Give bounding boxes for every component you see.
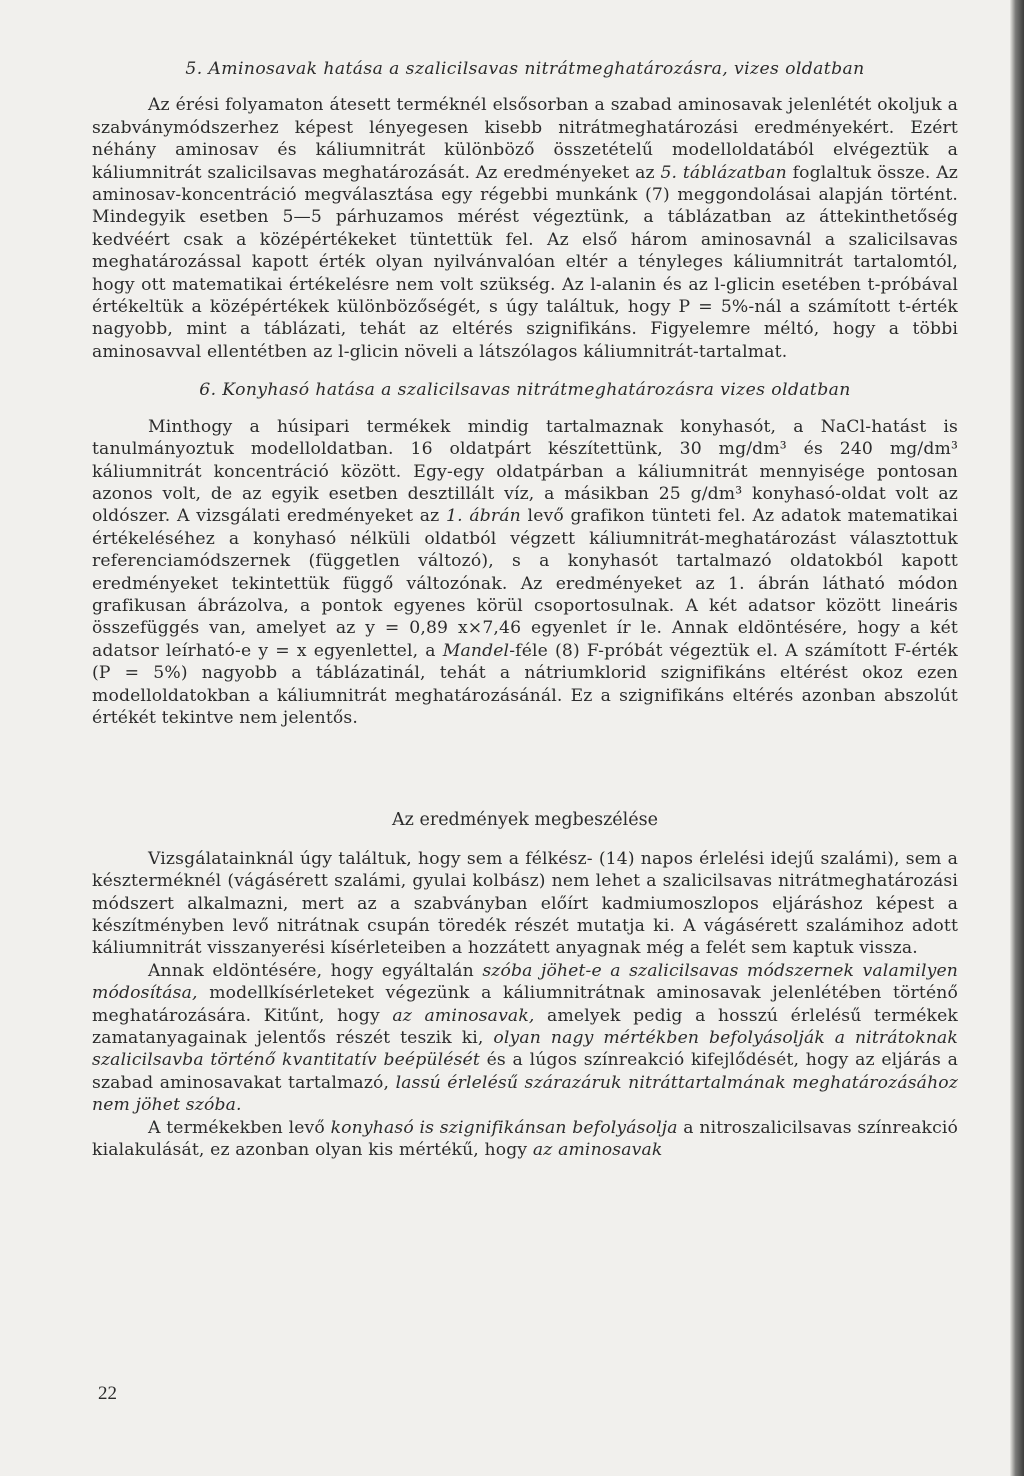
italic-text-run: az aminosavak, (392, 1005, 535, 1026)
text-run: a nitroszalicilsavas színreakció kialakulását, ez azonban olyan kis mértékű, hogy (92, 1117, 958, 1161)
document-page (92, 58, 958, 1161)
italic-text-run: lassú érlelésű szárazáruk nitráttartalmának meghatározásához nem jöhet szóba. (92, 1072, 959, 1116)
text-run: -féle (8) F-próbát végeztük el. A számított F-érték (P = 5%) nagyobb a táblázatinál, tehát a nátriumklorid szignifikáns eltérést okoz ezen modelloldatokban a káliumnitrát meghatározásánál. Ez a szignifikáns eltérés azonban abszolút értékét tekintve nem jelentős. (92, 640, 958, 728)
text-run: amelyek pedig a hosszú érlelésű termékek zamatanyagainak jelentős részét teszik ki, (92, 1005, 958, 1049)
discussion-paragraph-2 (92, 960, 958, 1117)
text-run: Az eredményeket az (470, 162, 661, 183)
text-run: Annak eldöntésére, hogy egyáltalán (148, 960, 483, 981)
page-edge-shadow (1010, 0, 1024, 1476)
discussion-paragraph-3 (92, 1117, 958, 1162)
text-run: Az érési folyamaton átesett terméknél elsősorban a szabad aminosavak jelenlétét okoljuk a szabványmódszerhez képest lényegesen kisebb nitrátmeghatározási eredményekért. Ezért néhány aminosav és káliumnitrát különböző összetételű modelloldatából elvégeztük a káliumnitrát szalicilsavas meghatározását. (92, 95, 958, 183)
text-run: Minthogy a húsipari termékek mindig tartalmaznak konyhasót, a NaCl-hatást is tanulmányoztuk modelloldatban. 16 oldatpárt készítettünk, 30 mg/dm³ és 240 mg/dm³ káliumnitrát koncentráció között. Egy-egy oldatpárban a káliumnitrát mennyisége pontosan azonos volt, de az egyik esetben desztillált víz, a másikban 25 g/dm³ konyhasó-oldat volt az oldószer. A vizsgálati eredményeket az (92, 416, 958, 527)
section-6-heading: 6. Konyhasó hatása a szalicilsavas nitrátmeghatározásra vizes oldatban (199, 380, 851, 401)
text-run: levő grafikon tünteti fel. Az adatok matematikai értékeléséhez a konyhasó nélküli oldatból végzett káliumnitrát-meghatározást választottuk referenciamódszernek (független változó), s a konyhasót tartalmazó oldatokból kapott eredményeket tekintettük függő változónak. Az eredményeket az 1. ábrán látható módon grafikusan ábrázolva, a pontok egyenes körül csoportosulnak. A két adatsor között lineáris összefüggés van, amelyet az y = 0,89 x×7,46 egyenlet ír le. Annak eldöntésére, hogy a két adatsor leírható-e y = x egyenlettel, a (92, 506, 958, 661)
section-5-paragraph (92, 94, 958, 363)
italic-text-run: 1. ábrán (446, 506, 521, 527)
text-run: foglaltuk össze. Az aminosav-koncentráció megválasztása egy régebbi munkánk (7) meggondolásai alapján történt. Mindegyik esetben 5—5 párhuzamos mérést végeztünk, a táblázatban az áttekinthetőség kedvéért csak a középértékeket tüntettük fel. Az első három aminosavnál a szalicilsavas meghatározással kapott érték olyan nyilvánvalóan eltér a tényleges káliumnitrát tartalomtól, hogy ott matematikai értékelésre nem volt szükség. Az l-alanin és az l-glicin esetében t-próbával értékeltük a középértékek különbözőségét, s úgy találtuk, hogy P = 5%-nál a számított t-érték nagyobb, mint a táblázati, tehát az eltérés szignifikáns. Figyelemre méltó, hogy a többi aminosavval ellentétben az l-glicin növeli a látszólagos káliumnitrát-tartalmat. (92, 162, 958, 362)
text-run: A termékekben levő (148, 1117, 331, 1138)
page-number: 22 (98, 1383, 117, 1404)
discussion-paragraph-1 (92, 848, 958, 960)
italic-text-run: Mandel (442, 640, 510, 661)
text-run: és a lúgos színreakció kifejlődését, hogy az eljárás a szabad aminosavakat tartalmazó, (92, 1050, 958, 1093)
section-6-paragraph (92, 416, 958, 730)
discussion-heading: Az eredmények megbeszélése (392, 810, 658, 831)
italic-text-run: az aminosavak (532, 1140, 663, 1161)
section-5-heading: 5. Aminosavak hatása a szalicilsavas nitrátmeghatározásra, vizes oldatban (185, 59, 865, 79)
text-run: Vizsgálatainknál úgy találtuk, hogy sem a félkész- (14) napos érlelési idejű szalámi), sem a készterméknél (vágásérett szalámi, gyulai kolbász) nem lehet a szalicilsavas nitrátmeghatározási módszert alkalmazni, mert az a szabványban előírt kadmiumoszlopos eljáráshoz képest a készítményben levő nitrátnak csupán töredék részét mutatja ki. A vágásérett szalámihoz adott káliumnitrát visszanyerési kísérleteiben a hozzátett anyagnak még a felét sem kaptuk vissza. (92, 848, 958, 959)
italic-text-run: szóba jöhet-e a szalicilsavas módszernek valamilyen módosítása, (92, 960, 958, 1004)
italic-text-run: konyhasó is szignifikánsan befolyásolja (330, 1117, 678, 1138)
text-run: modellkísérleteket végezünk a káliumnitrátnak aminosavak jelenlétében történő meghatározására. Kitűnt, hogy (92, 983, 958, 1026)
italic-text-run: 5. táblázatban (660, 162, 787, 183)
italic-text-run: olyan nagy mértékben befolyásolják a nitrátoknak szalicilsavba történő kvantitatív beépülését (92, 1028, 958, 1071)
